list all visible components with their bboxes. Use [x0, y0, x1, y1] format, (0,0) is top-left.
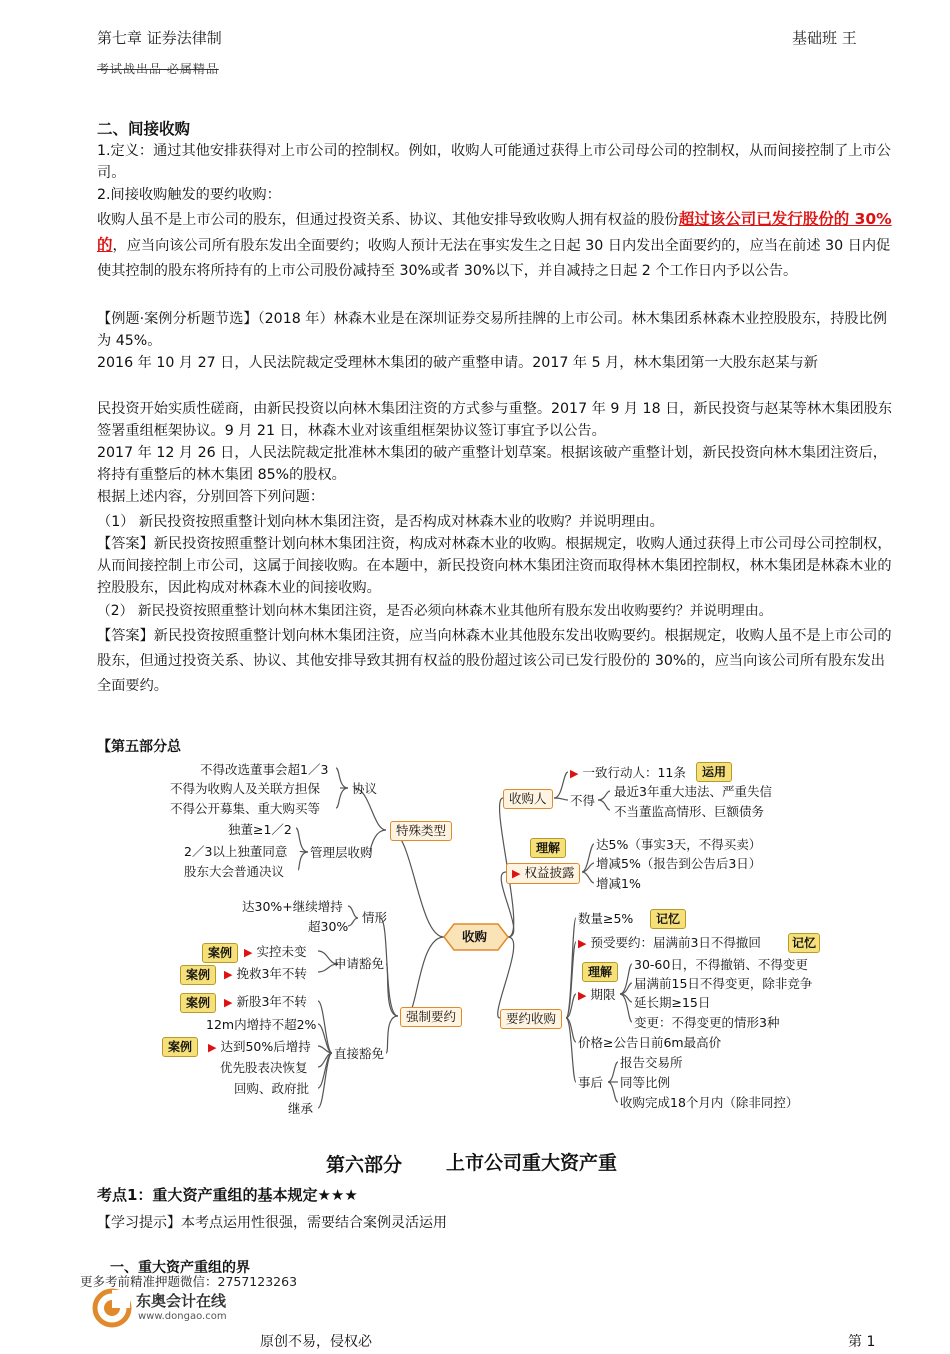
summary-heading: [97, 735, 181, 755]
understand-tag-2: 理解: [582, 962, 618, 982]
mbo-item-1: 独董≥1／2: [228, 822, 292, 837]
acquirer-item-1: [570, 765, 686, 782]
period-item-2: 届满前15日不得变更，除非竞争: [634, 976, 813, 991]
after-item-3: 收购完成18个月内（除非同控）: [620, 1095, 799, 1110]
offer-item-pre-accept: [578, 935, 761, 952]
agreement-item-2: 不得为收购人及关联方担保: [170, 781, 321, 796]
question-1: （1） 新民投资按照重整计划向林木集团注资，是否构成对林森木业的收购？并说明理由。: [97, 514, 664, 530]
situation-item-2: 超30%: [308, 919, 349, 934]
node-mbo: 管理层收购: [310, 845, 373, 860]
footer-url: www.dongao.com: [138, 1311, 227, 1322]
trigger-text-before: 收购人虽不是上市公司的股东，但通过投资关系、协议、其他安排导致收购人拥有权益的股份: [97, 212, 679, 228]
chapter-title: 第七章 证券法律制: [97, 29, 222, 47]
chapter-header: [97, 24, 222, 47]
part6-sub-wrap: [110, 1256, 290, 1276]
apply-item-2: [224, 966, 307, 983]
node-mandatory-offer: 强制要约: [400, 1007, 462, 1027]
part6-tip-wrap: [97, 1212, 537, 1231]
paragraph-definition: 1.定义：通过其他安排获得对上市公司的控制权。例如，收购人可能通过获得上市公司母公司的控制权，从而间接控制了上市公司。: [97, 143, 891, 181]
dongao-logo-icon: [92, 1288, 132, 1328]
part6-point: 考点1：重大资产重组的基本规定★★★: [97, 1186, 358, 1204]
flag-icon: ▶: [224, 996, 233, 1009]
period-item-4: 变更：不得变更的情形3种: [634, 1015, 780, 1030]
apply-item-1: [244, 944, 306, 961]
case-paragraph-1: [97, 352, 893, 396]
direct-item-1: [224, 994, 307, 1011]
agreement-item-1: 不得改选董事会超1／3: [200, 762, 329, 777]
direct-item-1-text: 新股3年不转: [236, 994, 307, 1009]
direct-item-3: [208, 1039, 311, 1056]
acquirer-forbid-1: 最近3年重大违法、严重失信: [614, 784, 772, 799]
offer-item-price: 价格≥公告日前6m最高价: [578, 1035, 722, 1050]
example-intro: 【例题·案例分析题节选】（2018 年）林森木业是在深圳证券交易所挂牌的上市公司。林木集团系林森木业控股股东，持股比例为 45%。: [97, 311, 887, 349]
acquirer-forbid-2: 不当董监高情形、巨额债务: [614, 804, 765, 819]
flag-icon: ▶: [208, 1041, 217, 1054]
part6-point-wrap: [97, 1184, 517, 1204]
flag-icon: ▶: [244, 946, 253, 959]
footer-brand: 东奥会计在线: [136, 1292, 227, 1310]
case-tag-4: 案例: [162, 1037, 198, 1057]
acquirer-item-1-text: 一致行动人：11条: [582, 765, 686, 780]
agreement-item-3: 不得公开募集、重大购买等: [170, 801, 321, 816]
situation-item-1: 达30%+继续增持: [242, 899, 343, 914]
offer-item-quantity: 数量≥5%: [578, 911, 634, 926]
question-2: （2） 新民投资按照重整计划向林木集团注资，是否必须向林森木业其他所有股东发出收购要约？并说明理由。: [97, 603, 773, 619]
answer-1: 【答案】新民投资按照重整计划向林木集团注资，构成对林森木业的收购。根据规定，收购人通过获得上市公司母公司控制权，从而间接控制上市公司，这属于间接收购。在本题中，新民投资向林木集团注资而取得林木集团控制权，林木集团是林森木业的控股股东，因此构成对林森木业的间接收购。: [97, 536, 892, 596]
header-subline: 考试战出品 必属精品: [97, 62, 219, 76]
part6-sub: 一、重大资产重组的界: [110, 1260, 250, 1276]
direct-item-3-text: 达到50%后增持: [220, 1039, 311, 1054]
node-apply-exemption: 申请豁免: [334, 956, 385, 971]
case-tag-3: 案例: [180, 993, 216, 1013]
equity-item-2: 增减5%（报告到公告后3日）: [596, 856, 762, 871]
offer-item-period: [578, 987, 615, 1004]
equity-item-3: 增减1%: [596, 876, 641, 891]
mbo-item-3: 股东大会普通决议: [184, 864, 285, 879]
node-acquirer: 收购人: [503, 789, 553, 809]
case-tag-1: 案例: [202, 943, 238, 963]
memory-tag-1: 记忆: [650, 909, 686, 929]
flag-icon: ▶: [578, 937, 587, 950]
case-paragraph-2: 民投资开始实质性磋商，由新民投资以向林木集团注资的方式参与重整。2017 年 9 月 18 日，新民投资与赵某等林木集团股东签署重组框架协议。9 月 21 日，林森木业对该重组框架协议签订事宜予以公告。: [97, 401, 893, 439]
period-item-1: 30-60日，不得撤销、不得变更: [634, 957, 808, 972]
offer-item-after: 事后: [578, 1075, 604, 1090]
use-tag: 运用: [696, 762, 732, 782]
footer-page-wrap: [848, 1330, 876, 1350]
case-tag-2: 案例: [180, 965, 216, 985]
acquirer-item-2: 不得: [570, 793, 596, 808]
node-tender-offer: 要约收购: [500, 1009, 562, 1029]
after-item-2: 同等比例: [620, 1075, 671, 1090]
footer-notice-wrap: [260, 1330, 372, 1350]
node-situation: 情形: [362, 910, 388, 925]
trigger-text-after: ，应当向该公司所有股东发出全面要约；收购人预计无法在事实发生之日起 30 日内发出全面要约的，应当在前述 30 日内促使其控制的股东将所持有的上市公司股份减持至 30%或者 30%以下，并自减持之日起 2 个工作日内予以公告。: [97, 238, 891, 279]
node-equity-disclosure: [506, 863, 580, 884]
apply-item-2-text: 挽救3年不转: [236, 966, 307, 981]
offer-item-period-text: 期限: [590, 987, 616, 1002]
part6-title-wrap: [446, 1146, 618, 1174]
equity-item-1: 达5%（事实3天，不得买卖）: [596, 837, 762, 852]
understand-tag-1: 理解: [530, 838, 566, 858]
paragraph-trigger-heading: 2.间接收购触发的要约收购：: [97, 187, 281, 203]
direct-item-6: 继承: [288, 1101, 314, 1116]
class-name: 基础班 王: [792, 29, 857, 47]
section-title: 二、间接收购: [97, 120, 191, 138]
trigger-highlight: 超过该公司已发行股份的 30%的: [97, 210, 892, 254]
apply-item-1-text: 实控未变: [256, 944, 307, 959]
direct-item-5: 回购、政府批: [234, 1081, 310, 1096]
flag-icon: ▶: [570, 767, 579, 780]
node-special-type: 特殊类型: [390, 821, 452, 841]
answer-2: 【答案】新民投资按照重整计划向林木集团注资，应当向林森木业其他股东发出收购要约。根据规定，收购人虽不是上市公司的股东，但通过投资关系、协议、其他安排导致其拥有权益的股份超过该公司已发行股份的 30%的，应当向该公司所有股东发出全面要约。: [97, 628, 892, 694]
flag-icon: ▶: [578, 989, 587, 1002]
node-agreement: 协议: [352, 781, 378, 796]
flag-icon: ▶: [512, 867, 521, 880]
case-paragraph-3: 2017 年 12 月 26 日，人民法院裁定批准林木集团的破产重整计划草案。根据该破产重整计划，新民投资向林木集团注资后，将持有重整后的林木集团 85%的股权。: [97, 445, 887, 483]
part6-title: 上市公司重大资产重: [446, 1152, 618, 1174]
after-item-1: 报告交易所: [620, 1055, 683, 1070]
memory-tag-2: 记忆: [788, 933, 820, 953]
offer-item-pre-accept-text: 预受要约：届满前3日不得撤回: [590, 935, 761, 950]
part6-tip: 【学习提示】本考点运用性很强，需要结合案例灵活运用: [97, 1215, 447, 1231]
footer-wechat: 更多考前精准押题微信：2757123263: [80, 1274, 298, 1289]
dongao-logo: [92, 1288, 132, 1328]
footer-notice: 原创不易，侵权必: [260, 1334, 372, 1350]
paragraph-trigger: [97, 207, 893, 284]
center-node-label: 收购: [462, 929, 488, 944]
direct-item-2: 12m内增持不超2%: [206, 1017, 317, 1032]
question-prompt: 根据上述内容，分别回答下列问题：: [97, 489, 325, 505]
summary-heading-text: 【第五部分总: [97, 739, 181, 755]
equity-label: 权益披露: [524, 865, 575, 880]
mbo-item-2: 2／3以上独董同意: [184, 844, 288, 859]
class-header: [792, 24, 857, 47]
case-paragraph-1-text: 2016 年 10 月 27 日，人民法院裁定受理林木集团的破产重整申请。2017 年 5 月，林木集团第一大股东赵某与新: [97, 355, 818, 371]
period-item-3: 延长期≥15日: [634, 995, 711, 1010]
footer-page: 第 1: [848, 1334, 876, 1350]
node-direct-exemption: 直接豁免: [334, 1046, 385, 1061]
acquisition-mindmap: [158, 748, 817, 1126]
part6-label: 第六部分: [326, 1154, 403, 1176]
direct-item-4: 优先股表决恢复: [220, 1060, 308, 1075]
flag-icon: ▶: [224, 968, 233, 981]
